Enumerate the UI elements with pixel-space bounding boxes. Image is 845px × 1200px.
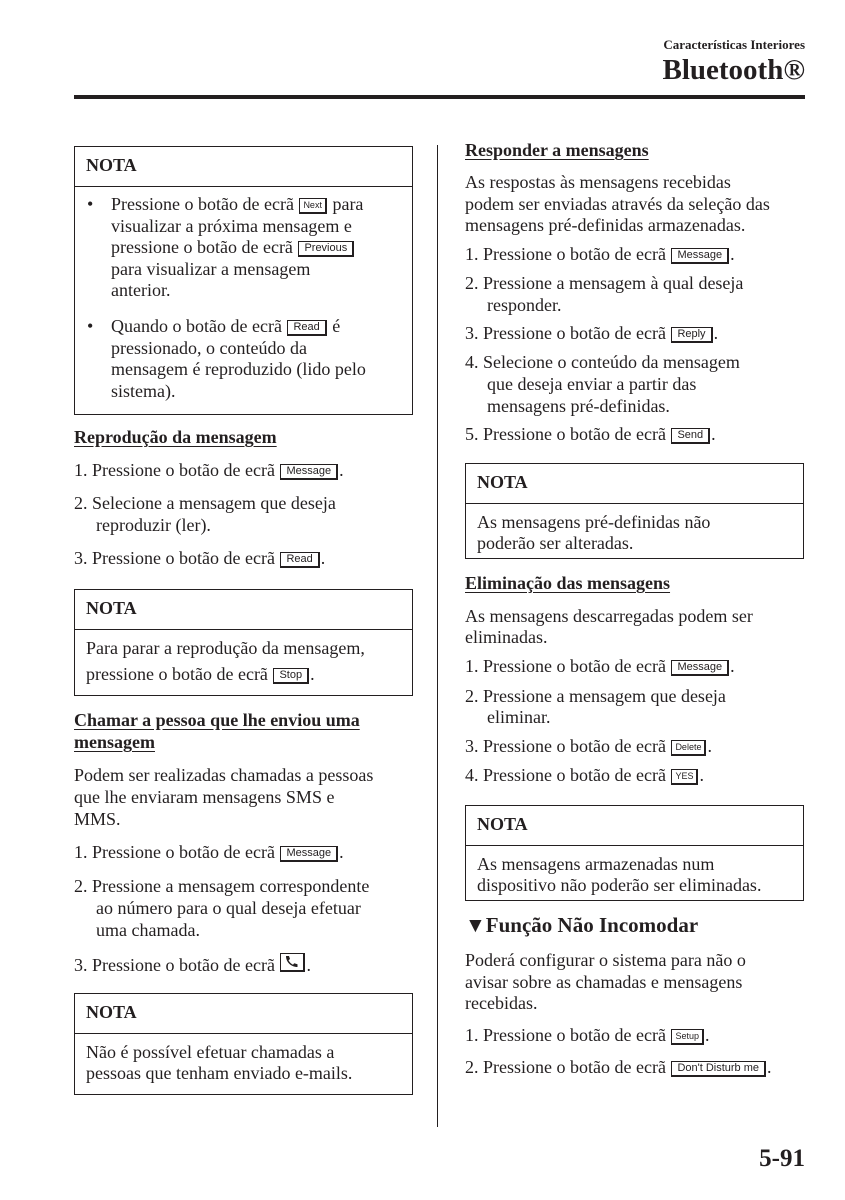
step-3: 3. Pressione o botão de ecrã Delete . bbox=[465, 736, 712, 756]
text: Para parar a reprodução da mensagem, bbox=[86, 637, 365, 658]
text: visualizar a próxima mensagem e bbox=[111, 215, 352, 236]
paragraph: que lhe enviaram mensagens SMS e bbox=[74, 787, 335, 807]
paragraph: podem ser enviadas através da seleção das bbox=[465, 194, 770, 214]
step-4: 4. Pressione o botão de ecrã YES . bbox=[465, 765, 704, 785]
paragraph: As respostas às mensagens recebidas bbox=[465, 172, 731, 192]
section-heading-call: Chamar a pessoa que lhe enviou uma bbox=[74, 710, 360, 730]
step-2-cont: eliminar. bbox=[487, 707, 551, 727]
note-title: NOTA bbox=[75, 147, 412, 187]
step-2: 2. Pressione a mensagem que deseja bbox=[465, 686, 726, 706]
phone-icon bbox=[280, 953, 305, 972]
step-1: 1. Pressione o botão de ecrã Message . bbox=[465, 656, 735, 676]
next-key: Next bbox=[299, 198, 327, 214]
step-2-cont: ao número para o qual deseja efetuar bbox=[96, 898, 361, 918]
delete-key: Delete bbox=[671, 740, 706, 756]
note-title: NOTA bbox=[466, 464, 803, 504]
step-2: 2. Pressione a mensagem correspondente bbox=[74, 876, 370, 896]
note-body bbox=[466, 504, 803, 563]
note-title: NOTA bbox=[75, 994, 412, 1034]
paragraph: eliminadas. bbox=[465, 627, 548, 647]
message-key: Message bbox=[671, 660, 729, 676]
dont-disturb-key: Don't Disturb me bbox=[671, 1061, 766, 1077]
text: para bbox=[332, 194, 364, 214]
paragraph: MMS. bbox=[74, 809, 121, 829]
previous-key: Previous bbox=[298, 241, 354, 257]
text: Função Não Incomodar bbox=[485, 913, 699, 937]
step-2: 2. Pressione a mensagem à qual deseja bbox=[465, 273, 744, 293]
send-key: Send bbox=[671, 428, 710, 444]
paragraph: As mensagens descarregadas podem ser bbox=[465, 606, 753, 626]
step-1: 1. Pressione o botão de ecrã Message . bbox=[74, 842, 344, 862]
text: pessoas que tenham enviado e-mails. bbox=[86, 1063, 353, 1083]
note-box-navigation bbox=[74, 146, 413, 415]
note-box-predefined bbox=[465, 463, 804, 559]
step-4-cont: que deseja enviar a partir das bbox=[487, 374, 697, 394]
note-body bbox=[466, 846, 803, 905]
step-2-cont: responder. bbox=[487, 295, 562, 315]
paragraph: avisar sobre as chamadas e mensagens bbox=[465, 972, 743, 992]
yes-key: YES bbox=[671, 769, 698, 785]
step-3: 3. Pressione o botão de ecrã Reply . bbox=[465, 323, 719, 343]
note-box-stop bbox=[74, 589, 413, 696]
column-divider bbox=[437, 145, 438, 1127]
step-2-cont: reproduzir (ler). bbox=[96, 515, 211, 535]
section-heading-call-cont: mensagem bbox=[74, 732, 155, 752]
text: pressione o botão de ecrã bbox=[86, 664, 268, 684]
read-key: Read bbox=[287, 320, 326, 336]
text: As mensagens pré-definidas não bbox=[477, 511, 711, 532]
message-key: Message bbox=[671, 248, 729, 264]
reply-key: Reply bbox=[671, 327, 712, 343]
step-4: 4. Selecione o conteúdo da mensagem bbox=[465, 352, 740, 372]
step-3: 3. Pressione o botão de ecrã . bbox=[74, 955, 311, 975]
step-4-cont: mensagens pré-definidas. bbox=[487, 396, 670, 416]
text: pressionado, o conteúdo da bbox=[111, 337, 307, 358]
step-2: 2. Selecione a mensagem que deseja bbox=[74, 493, 336, 513]
header-rule bbox=[74, 95, 805, 99]
text: dispositivo não poderão ser eliminadas. bbox=[477, 875, 762, 895]
bullet-text bbox=[111, 194, 363, 302]
step-1: 1. Pressione o botão de ecrã Message . bbox=[465, 244, 735, 264]
message-key: Message bbox=[280, 846, 338, 862]
step-2-cont: uma chamada. bbox=[96, 920, 200, 940]
text: anterior. bbox=[111, 280, 171, 300]
bullet-mark: • bbox=[87, 194, 94, 214]
page-title: Bluetooth® bbox=[662, 54, 805, 86]
stop-key: Stop bbox=[273, 668, 309, 684]
triangle-down-icon: ▼ bbox=[465, 913, 486, 937]
paragraph: Poderá configurar o sistema para não o bbox=[465, 950, 746, 970]
bullet-text bbox=[111, 316, 366, 402]
text: mensagem é reproduzido (lido pelo bbox=[111, 359, 366, 379]
note-box-stored bbox=[465, 805, 804, 901]
paragraph: mensagens pré-definidas armazenadas. bbox=[465, 215, 746, 235]
text: para visualizar a mensagem bbox=[111, 258, 311, 279]
note-title: NOTA bbox=[466, 806, 803, 846]
section-title-do-not-disturb bbox=[465, 913, 698, 937]
step-5: 5. Pressione o botão de ecrã Send . bbox=[465, 424, 716, 444]
section-heading-reply: Responder a mensagens bbox=[465, 140, 649, 160]
bullet-mark: • bbox=[87, 316, 94, 336]
message-key: Message bbox=[280, 464, 338, 480]
page-number: 5-91 bbox=[759, 1145, 805, 1172]
note-box-email bbox=[74, 993, 413, 1095]
setup-key: Setup bbox=[671, 1029, 704, 1045]
section-heading-playback: Reprodução da mensagem bbox=[74, 427, 277, 447]
read-key: Read bbox=[280, 552, 319, 568]
text: Não é possível efetuar chamadas a bbox=[86, 1041, 335, 1062]
text: é bbox=[332, 316, 341, 336]
text: pressione o botão de ecrã bbox=[111, 237, 293, 257]
section-heading-delete: Eliminação das mensagens bbox=[465, 573, 671, 593]
section-title: Características Interiores bbox=[663, 37, 805, 52]
text: sistema). bbox=[111, 380, 176, 401]
step-1: 1. Pressione o botão de ecrã Setup . bbox=[465, 1025, 710, 1045]
text: Pressione o botão de ecrã bbox=[111, 194, 294, 214]
text: Quando o botão de ecrã bbox=[111, 316, 282, 336]
text: poderão ser alteradas. bbox=[477, 533, 634, 553]
note-title: NOTA bbox=[75, 590, 412, 630]
step-3: 3. Pressione o botão de ecrã Read . bbox=[74, 548, 326, 568]
note-body: Para parar a reprodução da mensagem, pressione o botão de ecrã Stop . bbox=[75, 630, 412, 694]
step-1: 1. Pressione o botão de ecrã Message . bbox=[74, 460, 344, 480]
paragraph: recebidas. bbox=[465, 993, 538, 1013]
note-body bbox=[75, 1034, 412, 1093]
text: As mensagens armazenadas num bbox=[477, 853, 715, 874]
paragraph: Podem ser realizadas chamadas a pessoas bbox=[74, 765, 374, 785]
step-2: 2. Pressione o botão de ecrã Don't Disturb me . bbox=[465, 1057, 772, 1077]
